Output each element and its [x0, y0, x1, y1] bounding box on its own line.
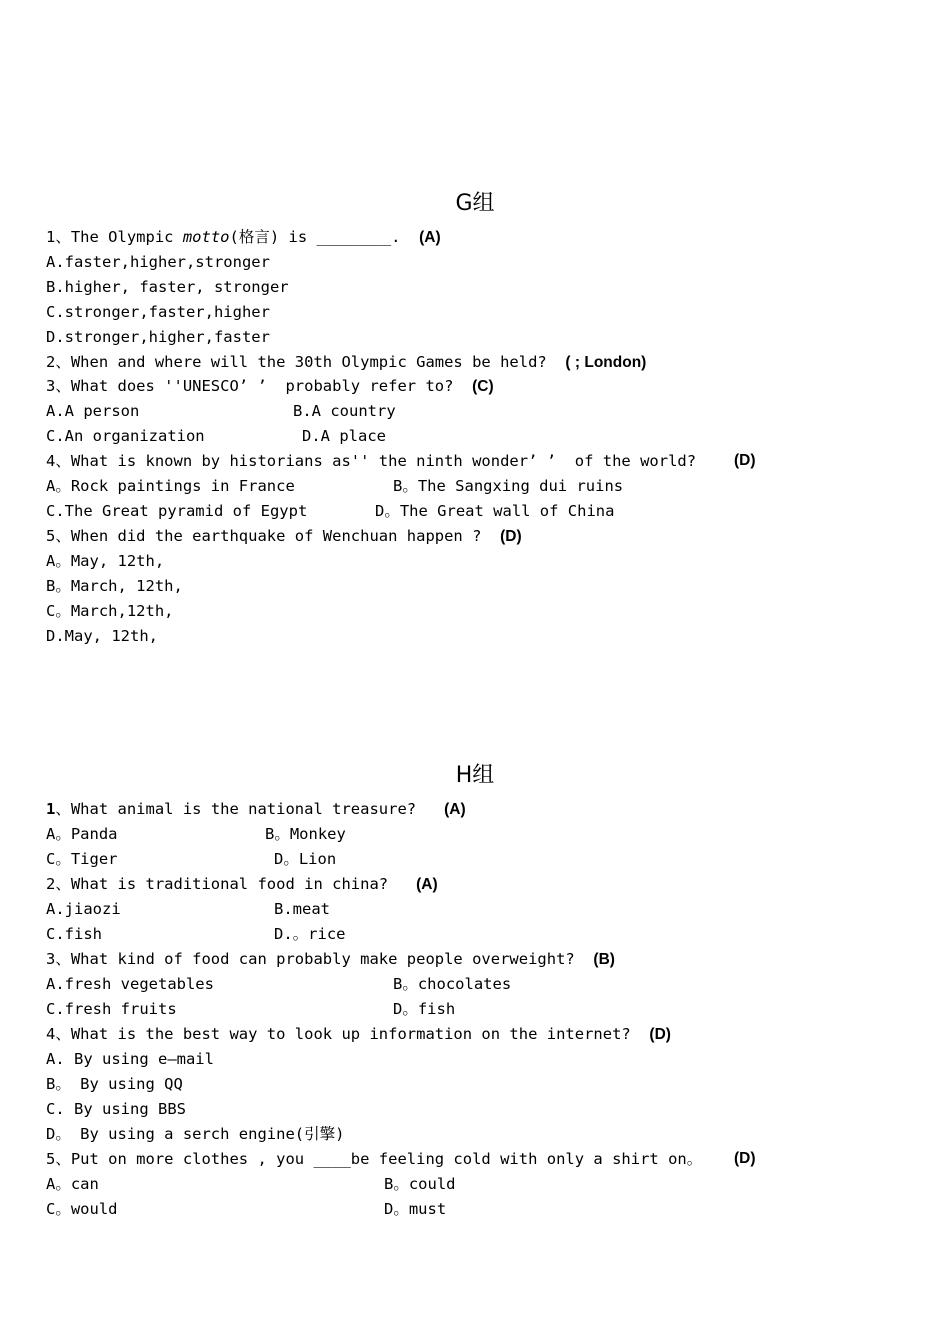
h-q2-option: B.meat [274, 900, 330, 918]
h-q3-option: D。fish [393, 1000, 456, 1018]
question-text: 3、What does ''UNESCO’ ’ probably refer to? [46, 377, 473, 395]
g-q1-option: A.faster,higher,stronger [46, 253, 270, 271]
question-text: The Olympic [70, 228, 183, 246]
h-q2-option: D.。rice [274, 925, 346, 943]
g-q4-option: B。The Sangxing dui ruins [393, 477, 624, 495]
question-text: 3、What kind of food can probably make people overweight? [46, 950, 594, 968]
h-q5-option: A。can [46, 1175, 99, 1193]
answer-label: (A) [419, 229, 441, 246]
h-q1-option: D。Lion [274, 850, 337, 868]
h-q2-option: A.jiaozi [46, 900, 121, 918]
h-question-2 [46, 874, 438, 895]
g-q3-option: B.A country [293, 402, 396, 420]
g-q1-option: B.higher, faster, stronger [46, 278, 289, 296]
question-text: 5、Put on more clothes , you ____be feeling cold with only a shirt on。 [46, 1150, 703, 1168]
question-text: 4、What is the best way to look up information on the internet? [46, 1025, 650, 1043]
question-text: 4、What is known by historians as'' the ninth wonder’ ’ of the world? [46, 452, 697, 470]
section-title-h: H组 [455, 763, 495, 788]
g-question-4 [46, 451, 696, 471]
answer-label: (D) [734, 1150, 756, 1167]
h-q4-option: B。 By using QQ [46, 1075, 183, 1093]
answer-label: (C) [472, 378, 494, 395]
answer-label: (A) [416, 876, 438, 893]
answer-label: ( ; London) [565, 354, 647, 371]
question-text: 、What animal is the national treasure? [55, 800, 445, 818]
h-q5-option: D。must [384, 1200, 447, 1218]
h-question-5 [46, 1149, 702, 1169]
h-question-1 [46, 799, 466, 820]
h-q4-option: D。 By using a serch engine(引擎) [46, 1125, 345, 1143]
g-q3-option: D.A place [302, 427, 386, 445]
h-q4-option: C. By using BBS [46, 1100, 186, 1118]
g-q3-option: A.A person [46, 402, 140, 420]
answer-label: (D) [649, 1026, 671, 1043]
g-q5-option: C。March,12th, [46, 602, 174, 620]
question-number: 1、 [46, 228, 71, 246]
answer-label: (B) [593, 951, 615, 968]
g-q1-option: D.stronger,higher,faster [46, 328, 270, 346]
h-question-4 [46, 1024, 671, 1045]
answer-label: (A) [444, 801, 466, 818]
g-question-5 [46, 526, 522, 547]
g-q4-option: C.The Great pyramid of Egypt [46, 502, 308, 520]
answer-label: (D) [734, 452, 756, 469]
h-q4-option: A. By using e—mail [46, 1050, 214, 1068]
g-q4-option: A。Rock paintings in France [46, 477, 295, 495]
question-text: 2、What is traditional food in china? [46, 875, 417, 893]
h-q3-option: A.fresh vegetables [46, 975, 214, 993]
section-title-g: G组 [455, 191, 495, 216]
g-q4-option: D。The Great wall of China [375, 502, 615, 520]
answer-label: (D) [500, 528, 522, 545]
g-q3-option: C.An organization [46, 427, 205, 445]
h-question-3 [46, 949, 615, 970]
g-question-1 [46, 227, 441, 248]
h-q3-option: B。chocolates [393, 975, 512, 993]
g-question-2 [46, 352, 646, 373]
g-question-3 [46, 376, 494, 397]
question-number: 1 [46, 800, 56, 818]
question-text-italic: motto [182, 228, 230, 246]
question-text: 2、When and where will the 30th Olympic Games be held? [46, 353, 566, 371]
h-q1-option: C。Tiger [46, 850, 118, 868]
h-q1-option: A。Panda [46, 825, 118, 843]
h-q5-option: B。could [384, 1175, 456, 1193]
g-q5-option: B。March, 12th, [46, 577, 183, 595]
h-q1-option: B。Monkey [265, 825, 346, 843]
h-q3-option: C.fresh fruits [46, 1000, 177, 1018]
g-q1-option: C.stronger,faster,higher [46, 303, 270, 321]
question-text: 5、When did the earthquake of Wenchuan happen ? [46, 527, 501, 545]
h-q2-option: C.fish [46, 925, 102, 943]
g-q5-option: D.May, 12th, [46, 627, 158, 645]
g-q5-option: A。May, 12th, [46, 552, 165, 570]
question-text: (格言) is ________. [229, 228, 420, 246]
h-q5-option: C。would [46, 1200, 118, 1218]
